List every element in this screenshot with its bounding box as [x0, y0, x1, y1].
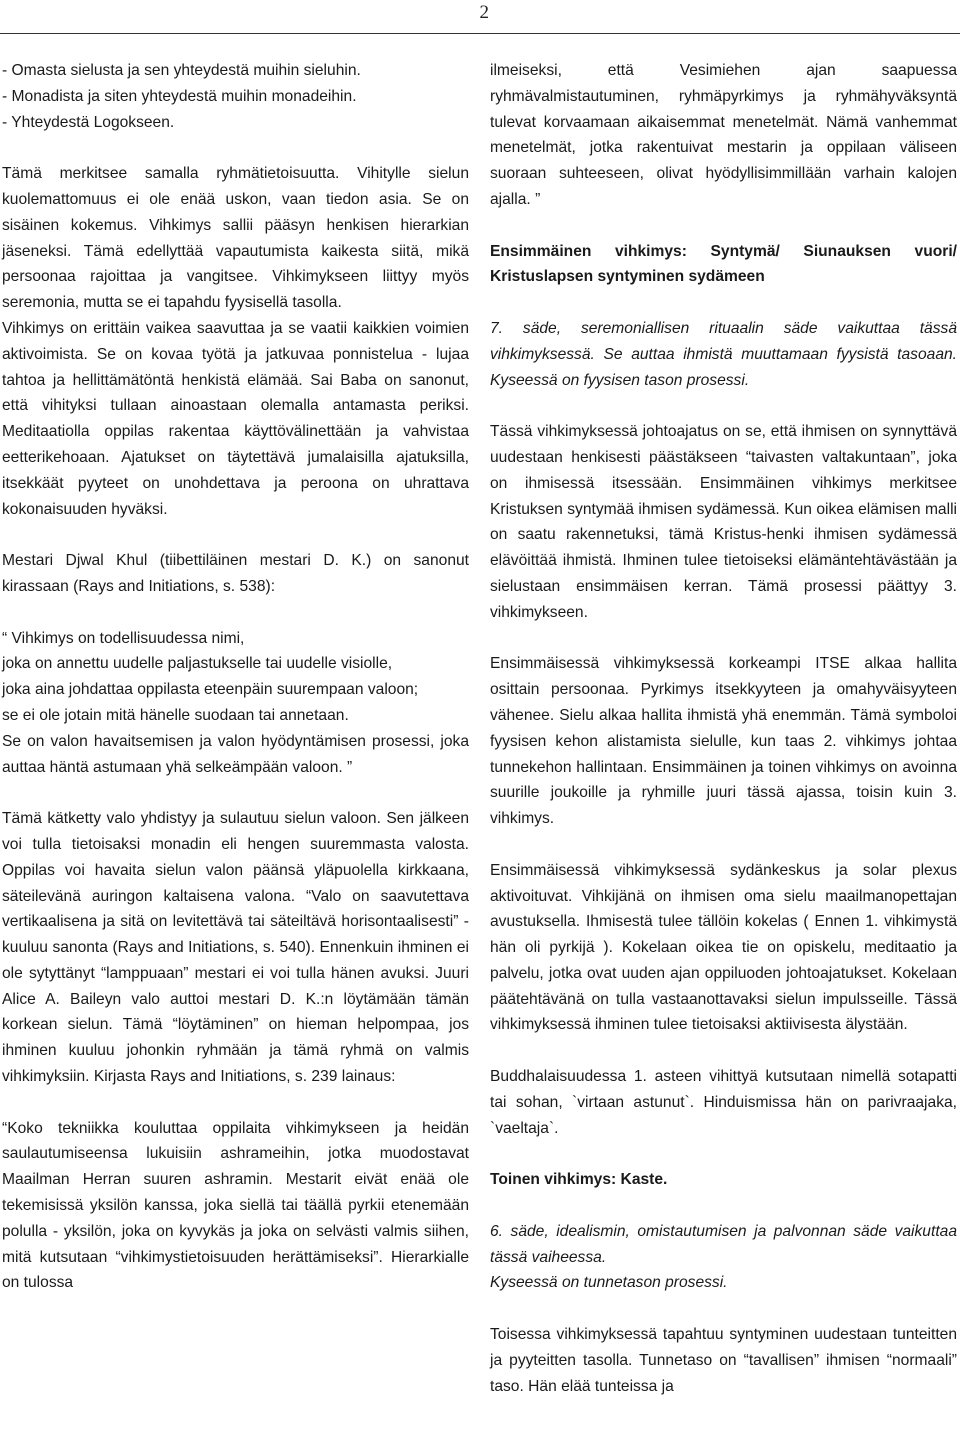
quote-line: joka on annettu uudelle paljastukselle tai uudelle visiolle, [2, 655, 393, 673]
paragraph: Toisessa vihkimyksessä tapahtuu syntyminen uudestaan tunteitten ja pyyteitten tasolla. Tunnetaso on “tavallisen” ihmisen “normaali” taso. Hän elää tunteissa ja [490, 1326, 957, 1395]
paragraph: Tässä vihkimyksessä johtoajatus on se, että ihmisen on synnyttävä uudestaan henkisesti päästäkseen “taivasten valtakuntaan”, joka on ihmisessä itsessään. Ensimmäinen vihkimys merkitsee Kristuksen syntymää ihmisen sydämessä. Kun oikea elämisen malli on saatu rakennetuksi, tämä Kristus-henki ihmisen sydämessä elävöittää ihmistä. Ihminen tulee tietoiseksi elämäntehtävästään ja sielustaan ensimmäisen kerran. Tämä prosessi päättyy 3. vihkimykseen. [490, 423, 957, 621]
quote-block [2, 626, 469, 781]
paragraph: Mestari Djwal Khul (tiibettiläinen mestari D. K.) on sanonut kirassaan (Rays and Initiations, s. 538): [2, 552, 469, 595]
paragraph: Tämä kätketty valo yhdistyy ja sulautuu sielun valoon. Sen jälkeen voi tulla tietoisaksi monadin eli hengen suuremmasta valosta. Oppilas voi havaita sielun valon päänsä yläpuolella kirkkaana, säteilevänä auringon kaltaisena valona. “Valo on saavutettava vertikaalisena ja sitä on levitettävä tai säteiltävä horisontaalisesti” - kuuluu sanonta (Rays and Initiations, s. 540). Ennenkuin ihminen ei ole sytyttänyt “lamppuaan” mestari ei voi tulla hänen avuksi. Juuri Alice A. Baileyn valo auttoi mestari D. K.:n löytämään tämän korkean sielun. Tämä “löytäminen” on hieman helpompaa, jos ihminen kuuluu johonkin ryhmään ja tämä ryhmä on valmis vihkimyksiin. Kirjasta Rays and Initiations, s. 239 lainaus: [2, 810, 469, 1086]
left-column [2, 58, 469, 1322]
italic-line: Kyseessä on tunnetason prosessi. [490, 1274, 728, 1292]
section-heading: Toinen vihkimys: Kaste. [490, 1171, 668, 1189]
quote-line: joka aina johdattaa oppilasta eteenpäin suurempaan valoon; [2, 681, 419, 699]
italic-note: 7. säde, seremoniallisen rituaalin säde vaikuttaa tässä vihkimyksessä. Se auttaa ihmistä muuttamaan fyysistä tasoaan. Kyseessä on fyysisen tason prosessi. [490, 319, 957, 389]
paragraph: Buddhalaisuudessa 1. asteen vihittyä kutsutaan nimellä sotapatti tai sohan, `virtaan astunut`. Hinduismissa hän on parivraajaka, `vaeltaja`. [490, 1068, 957, 1137]
paragraph: ilmeiseksi, että Vesimiehen ajan saapuessa ryhmävalmistautuminen, ryhmäpyrkimys ja ryhmähyväksyntä tulevat korvaamaan aikaisemmat menetelmät. Nämä vanhemmat menetelmät, jotka rakentuivat mestarin ja oppilaan väliseen suoraan suhteeseen, olivat hyödyllisimmillään varhain kalojen ajalla. ” [490, 62, 957, 208]
list-item: - Monadista ja siten yhteydestä muihin monadeihin. [2, 87, 357, 105]
list-item: - Omasta sielusta ja sen yhteydestä muihin sieluhin. [2, 62, 361, 79]
quote-line: Se on valon havaitsemisen ja valon hyödyntämisen prosessi, joka auttaa häntä astumaan yhä selkeämpään valoon. ” [2, 732, 469, 776]
paragraph: Ensimmäisessä vihkimyksessä sydänkeskus ja solar plexus aktivoituvat. Vihkijänä on ihmisen oma sielu maailmanopettajan avustuksella. Ihmisestä tulee tällöin kokelas ( Ennen 1. vihkimystä hän oli pyrkijä ). Kokelaan oikea tie on opiskelu, meditaatio ja palvelu, jotka ovat uuden ajan oppiluoden johtoajatukset. Kokelaan päätehtävänä on tulla vastaanottavaksi sielun impulsseille. Tässä vihkimyksessä ihminen tulee tietoisaksi aktiivisesta älystään. [490, 861, 957, 1034]
intro-list [2, 58, 469, 135]
quote-line: “ Vihkimys on todellisuudessa nimi, [2, 629, 245, 647]
paragraph: Tämä merkitsee samalla ryhmätietoisuutta. Vihitylle sielun kuolemattomuus ei ole enää uskon, vaan tiedon asia. Se on sisäinen kokemus. Vihkimys sallii pääsyn henkisen hierarkian jäseneksi. Tämä edellyttää vapautumista kaikesta siitä, mikä persoonaa rajoittaa ja vangitsee. Vihkimykseen liittyy myös seremonia, mutta se ei tapahdu fyysisellä tasolla. [2, 165, 469, 312]
quote-block: “Koko tekniikka kouluttaa oppilaita vihkimykseen ja heidän saulautumiseensa lukuisiin ashrameihin, jotka muodostavat Maailman Herran suuren ashramin. Mestarit eivät enää ole tekemisissä yksilön kanssa, joka siellä tai täällä pyrkii etenemään polulla - yksilön, joka on kyvykäs ja joka on selvästi valmis siihen, mitä kutsutaan “vihkimystietoisuuden herättämiseksi”. Hierarkialle on tulossa [2, 1119, 469, 1292]
header-rule [0, 33, 960, 34]
quote-line: se ei ole jotain mitä hänelle suodaan tai annetaan. [2, 706, 349, 724]
list-item: - Yhteydestä Logokseen. [2, 113, 175, 131]
section-heading: Ensimmäinen vihkimys: Syntymä/ Siunauksen vuori/ Kristuslapsen syntyminen sydämeen [490, 242, 957, 286]
italic-line: 6. säde, idealismin, omistautumisen ja palvonnan säde vaikuttaa tässä vaiheessa. [490, 1222, 957, 1266]
italic-note [490, 1219, 957, 1296]
right-column [490, 58, 957, 1425]
paragraph: Vihkimys on erittäin vaikea saavuttaa ja se vaatii kaikkien voimien aktivoimista. Se on kovaa työtä ja jatkuvaa ponnistelua - lujaa tahtoa ja hellittämätöntä henkistä elämää. Sai Baba on sanonut, että vihityksi tullaan ainoastaan olemalla antamasta periksi. Meditaatiolla oppilas rakentaa käyttövälinettään ja vahvistaa eetterikehoaan. Ajatukset on täytettävä jumalaisilla ajatuksilla, itsekkäät pyyteet on unohdettava ja peroona on uhrattava kokonaisuuden hyväksi. [2, 319, 469, 518]
paragraph: Ensimmäisessä vihkimyksessä korkeampi ITSE alkaa hallita osittain persoonaa. Pyrkimys itsekkyyteen ja omahyväisyyteen vähenee. Sielu alkaa hallita ihmistä yhä enemmän. Tämä symboloi fyysisen kehon alistamista sielulle, kun taas 2. vihkimys johtaa tunnekehon hallintaan. Ensimmäinen ja toinen vihkimys on avoinna suurille joukoille ja ryhmille juuri tässä ajassa, toisin kuin 3. vihkimys. [490, 655, 957, 828]
page-number: 2 [479, 2, 489, 23]
